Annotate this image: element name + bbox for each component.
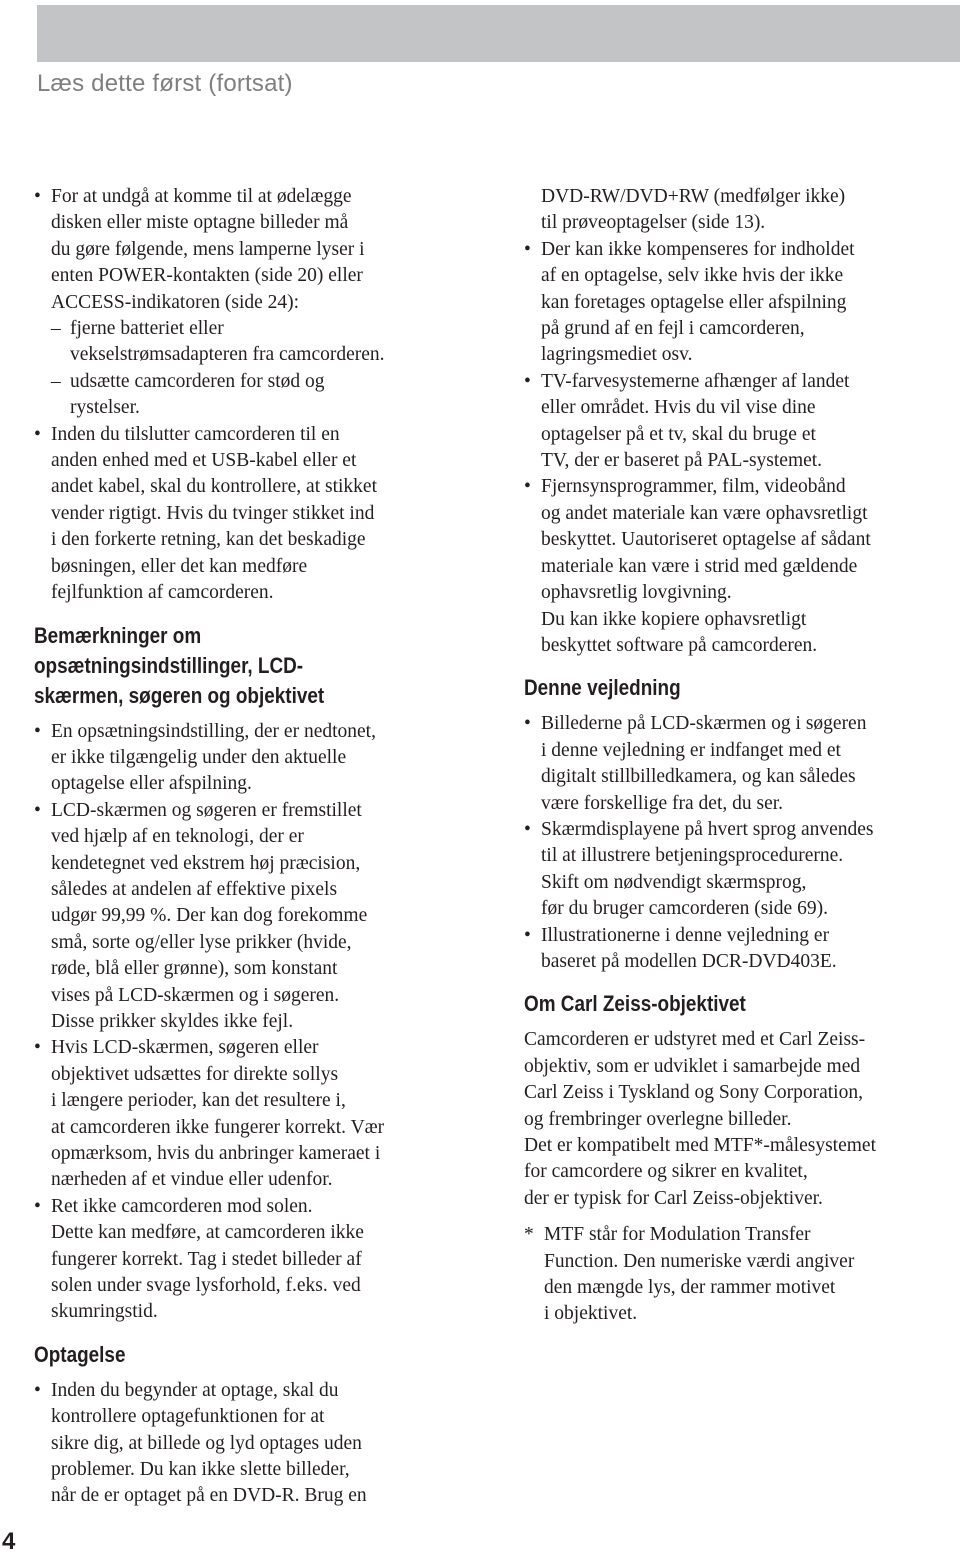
text-line: kontrollere optagefunktionen for at (51, 1406, 325, 1428)
dash-item (34, 369, 474, 422)
text-line: Function. Den numeriske værdi angiver (544, 1250, 855, 1272)
list-item (524, 923, 956, 976)
text-line: • Inden du tilslutter camcorderen til en (51, 423, 340, 445)
text-line: der er typisk for Carl Zeiss-objektiver. (524, 1187, 823, 1209)
header-bar (37, 5, 960, 62)
text-line: – udsætte camcorderen for stød og (70, 370, 325, 392)
list-item (524, 369, 956, 475)
section-heading-settings (34, 621, 473, 711)
left-column (34, 184, 474, 1510)
text-line: beskyttet. Uautoriseret optagelse af sådant (541, 529, 871, 551)
text-line: den mængde lys, der rammer motivet (544, 1277, 836, 1299)
text-line: DVD-RW/DVD+RW (medfølger ikke) (541, 186, 846, 207)
heading-line: Bemærkninger om (34, 622, 202, 648)
text-line: således at andelen af effektive pixels (51, 878, 338, 900)
text-line: • En opsætningsindstilling, der er nedtonet, (51, 720, 376, 742)
recording-list-continued (524, 237, 956, 660)
list-item (34, 1035, 474, 1193)
intro-list-2 (34, 422, 474, 607)
text-line: ved hjælp af en teknologi, der er (51, 826, 304, 848)
list-item (34, 422, 474, 607)
section-heading-guide: Denne vejledning (524, 675, 681, 701)
text-line: andet kabel, skal du kontrollere, at stikket (51, 476, 377, 498)
text-line: • Der kan ikke kompenseres for indholdet (541, 238, 855, 260)
settings-list (34, 719, 474, 1326)
list-item (524, 474, 956, 659)
text-line: i den forkerte retning, kan det beskadige (51, 529, 366, 551)
continued-text (524, 184, 956, 237)
text-line: ophavsretlig lovgivning. (541, 582, 732, 604)
text-line: og andet materiale kan være ophavsretligt (541, 502, 868, 524)
text-line: • Illustrationerne i denne vejledning er (541, 924, 830, 946)
right-column (524, 184, 956, 1328)
text-line: problemer. Du kan ikke slette billeder, (51, 1459, 350, 1481)
text-line: objektivet udsættes for direkte sollys (51, 1063, 339, 1085)
text-line: i længere perioder, kan det resultere i, (51, 1090, 346, 1112)
text-line: Dette kan medføre, at camcorderen ikke (51, 1222, 364, 1244)
text-line: vender rigtigt. Hvis du tvinger stikket ind (51, 502, 375, 524)
text-line: skumringstid. (51, 1301, 158, 1323)
text-line: til prøveoptagelser (side 13). (541, 212, 766, 234)
text-line: disken eller miste optagne billeder må (51, 212, 349, 234)
text-line: beskyttet software på camcorderen. (541, 634, 818, 656)
footnote (524, 1222, 956, 1328)
text-line: baseret på modellen DCR-DVD403E. (541, 950, 837, 972)
text-line: MTF står for Modulation Transfer (544, 1224, 811, 1246)
text-line: Carl Zeiss i Tyskland og Sony Corporation, (524, 1082, 863, 1104)
text-line: vekselstrømsadapteren fra camcorderen. (70, 344, 385, 366)
list-item (34, 798, 474, 1036)
list-item (34, 1378, 474, 1510)
text-line: før du bruger camcorderen (side 69). (541, 898, 828, 920)
text-line: af en optagelse, selv ikke hvis der ikke (541, 265, 844, 287)
text-line: er ikke tilgængelig under den aktuelle (51, 746, 347, 768)
text-line: opmærksom, hvis du anbringer kameraet i (51, 1143, 381, 1164)
text-line: Camcorderen er udstyret med et Carl Zeiss- (524, 1029, 866, 1051)
text-line: • LCD-skærmen og søgeren er fremstillet (51, 799, 362, 821)
text-line: kan foretages optagelse eller afspilning (541, 291, 847, 313)
text-line: til at illustrere betjeningsprocedurerne. (541, 845, 844, 867)
text-line: optagelser på et tv, skal du bruge et (541, 423, 816, 445)
text-line: udgør 99,99 %. Der kan dog forekomme (51, 905, 368, 927)
list-item (34, 184, 474, 316)
text-line: bøsningen, eller det kan medføre (51, 555, 308, 577)
text-line: på grund af en fejl i camcorderen, (541, 318, 805, 340)
text-line: solen under svage lysforhold, f.eks. ved (51, 1275, 361, 1297)
text-line: • Fjernsynsprogrammer, film, videobånd (541, 476, 846, 498)
text-line: i objektivet. (544, 1303, 638, 1325)
heading-line: opsætningsindstillinger, LCD- (34, 652, 304, 678)
text-line: for camcordere og sikrer en kvalitet, (524, 1161, 808, 1183)
text-line: at camcorderen ikke fungerer korrekt. Vær (51, 1116, 385, 1138)
list-item (34, 719, 474, 798)
text-line: være forskellige fra det, du ser. (541, 792, 784, 814)
text-line: anden enhed med et USB-kabel eller et (51, 450, 357, 472)
text-line: ACCESS-indikatoren (side 24): (51, 291, 300, 313)
list-item (34, 1194, 474, 1326)
text-line: du gøre følgende, mens lamperne lyser i (51, 238, 365, 260)
text-line: enten POWER-kontakten (side 20) eller (51, 265, 363, 287)
text-line: røde, blå eller grønne), som konstant (51, 958, 338, 980)
dash-item (34, 316, 474, 369)
text-line: Skift om nødvendigt skærmsprog, (541, 871, 807, 893)
text-line: rystelser. (70, 397, 140, 419)
text-line: lagringsmediet osv. (541, 344, 693, 366)
text-line: små, sorte og/eller lyse prikker (hvide, (51, 931, 352, 953)
text-line: Disse prikker skyldes ikke fejl. (51, 1010, 294, 1032)
text-line: materiale kan være i strid med gældende (541, 555, 858, 577)
heading-line: skærmen, søgeren og objektivet (34, 682, 325, 708)
text-line: fungerer korrekt. Tag i stedet billeder af (51, 1248, 362, 1270)
text-line: digitalt stillbilledkamera, og kan således (541, 766, 856, 788)
text-line: TV, der er baseret på PAL-systemet. (541, 450, 823, 472)
text-line: – fjerne batteriet eller (70, 318, 224, 340)
list-item (524, 711, 956, 817)
text-line: • Hvis LCD-skærmen, søgeren eller (51, 1037, 319, 1059)
text-line: nærheden af et vindue eller udenfor. (51, 1169, 333, 1191)
guide-list (524, 711, 956, 975)
footnote-marker: * (524, 1224, 534, 1246)
text-line: Det er kompatibelt med MTF*-målesystemet (524, 1135, 876, 1156)
list-item (524, 237, 956, 369)
text-line: eller området. Hvis du vil vise dine (541, 397, 816, 419)
text-line: og frembringer overlegne billeder. (524, 1108, 792, 1130)
text-line: Du kan ikke kopiere ophavsretligt (541, 608, 807, 630)
text-line: • Billederne på LCD-skærmen og i søgeren (541, 713, 867, 735)
text-line: objektiv, som er udviklet i samarbejde med (524, 1055, 861, 1077)
text-line: vises på LCD-skærmen og i søgeren. (51, 984, 340, 1006)
recording-list (34, 1378, 474, 1510)
list-item (524, 817, 956, 923)
page-number: 4 (2, 1528, 16, 1555)
text-line: kendetegnet ved ekstrem høj præcision, (51, 852, 361, 874)
intro-list (34, 184, 474, 316)
text-line: optagelse eller afspilning. (51, 773, 252, 795)
text-line: • TV-farvesystemerne afhænger af landet (541, 370, 850, 392)
text-line: når de er optaget på en DVD-R. Brug en (51, 1485, 367, 1507)
text-line: • Inden du begynder at optage, skal du (51, 1379, 339, 1401)
text-line: • For at undgå at komme til at ødelægge (51, 186, 352, 207)
text-line: • Ret ikke camcorderen mod solen. (51, 1195, 313, 1217)
section-heading-recording: Optagelse (34, 1341, 126, 1367)
page-title: Læs dette først (fortsat) (37, 70, 293, 97)
text-line: • Skærmdisplayene på hvert sprog anvendes (541, 818, 874, 840)
text-line: i denne vejledning er indfanget med et (541, 739, 841, 761)
text-line: fejlfunktion af camcorderen. (51, 582, 274, 604)
section-heading-zeiss: Om Carl Zeiss-objektivet (524, 991, 746, 1017)
text-line: sikre dig, at billede og lyd optages uden (51, 1432, 362, 1454)
zeiss-paragraph (524, 1027, 956, 1212)
